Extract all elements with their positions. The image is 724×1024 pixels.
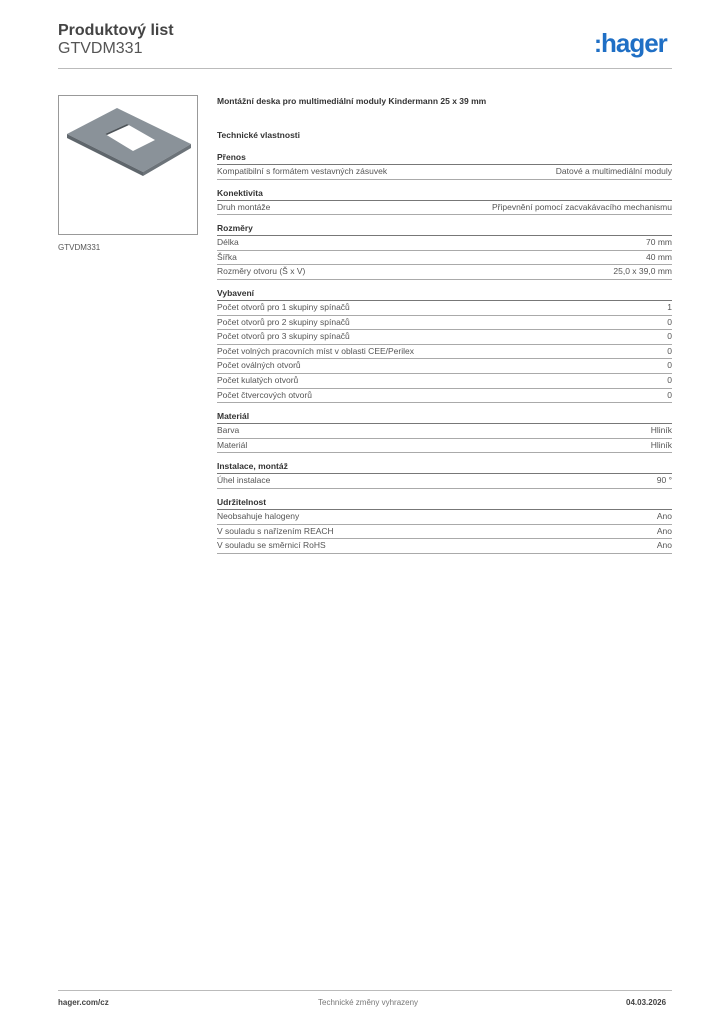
logo-dots: : (594, 31, 601, 58)
spec-label: Materiál (217, 439, 248, 450)
spec-value: 0 (667, 345, 672, 356)
spec-row (217, 236, 672, 251)
product-image (58, 95, 198, 235)
spec-row (217, 510, 672, 525)
spec-row (217, 374, 672, 389)
spec-label: V souladu se směrnicí RoHS (217, 540, 326, 551)
image-caption: GTVDM331 (58, 243, 101, 252)
spec-label: Počet kulatých otvorů (217, 374, 299, 385)
spec-section (217, 411, 672, 453)
spec-label: Barva (217, 425, 240, 436)
mounting-plate-illustration (59, 96, 197, 234)
spec-row (217, 330, 672, 345)
spec-label: Šířka (217, 251, 237, 262)
section-title: Materiál (217, 411, 672, 424)
spec-label: Úhel instalace (217, 475, 271, 486)
hager-logo (594, 28, 667, 59)
spec-row (217, 439, 672, 454)
spec-row (217, 301, 672, 316)
spec-section (217, 188, 672, 216)
spec-row (217, 424, 672, 439)
technical-properties-heading: Technické vlastnosti (217, 130, 300, 140)
spec-row (217, 251, 672, 266)
spec-label: V souladu s nařízením REACH (217, 525, 334, 536)
spec-value: 0 (667, 389, 672, 400)
section-title: Instalace, montáž (217, 461, 672, 474)
spec-row (217, 359, 672, 374)
section-title: Konektivita (217, 188, 672, 201)
section-title: Vybavení (217, 288, 672, 301)
spec-value: Ano (656, 510, 672, 521)
spec-value: 40 mm (646, 251, 672, 262)
spec-value: 0 (667, 316, 672, 327)
footer-website[interactable]: hager.com/cz (58, 998, 109, 1007)
spec-section (217, 288, 672, 403)
section-title: Přenos (217, 152, 672, 165)
spec-value: 1 (667, 301, 672, 312)
spec-sections (217, 152, 672, 554)
spec-label: Počet otvorů pro 3 skupiny spínačů (217, 331, 350, 342)
product-code: GTVDM331 (58, 40, 143, 57)
spec-label: Délka (217, 237, 239, 248)
spec-value: Ano (656, 540, 672, 551)
spec-row (217, 539, 672, 554)
spec-row (217, 474, 672, 489)
section-title: Rozměry (217, 223, 672, 236)
spec-label: Rozměry otvoru (Š x V) (217, 266, 306, 277)
spec-value: 70 mm (646, 237, 672, 248)
spec-value: Připevnění pomocí zacvakávacího mechanismu (491, 201, 672, 212)
footer-disclaimer: Technické změny vyhrazeny (318, 998, 419, 1007)
spec-label: Počet čtvercových otvorů (217, 389, 312, 400)
product-title: Montážní deska pro multimediální moduly Kindermann 25 x 39 mm (217, 96, 487, 106)
footer-divider (58, 990, 672, 991)
spec-value: 25,0 x 39,0 mm (613, 266, 672, 277)
spec-label: Počet otvorů pro 2 skupiny spínačů (217, 316, 350, 327)
spec-row (217, 345, 672, 360)
spec-value: 0 (667, 360, 672, 371)
spec-label: Kompatibilní s formátem vestavných zásuvek (217, 166, 388, 176)
spec-row (217, 525, 672, 540)
spec-value: 0 (667, 374, 672, 385)
spec-row (217, 265, 672, 280)
product-details (217, 96, 672, 554)
spec-label: Počet oválných otvorů (217, 360, 301, 371)
spec-row (217, 165, 672, 180)
spec-value: Datové a multimediální moduly (555, 166, 672, 176)
spec-label: Neobsahuje halogeny (217, 510, 300, 521)
spec-value: Hliník (650, 425, 672, 436)
spec-value: Ano (656, 525, 672, 536)
footer-date: 04.03.2026 (626, 998, 667, 1007)
spec-label: Počet otvorů pro 1 skupiny spínačů (217, 301, 350, 312)
spec-row (217, 316, 672, 331)
header-divider (58, 68, 672, 69)
spec-section (217, 223, 672, 280)
spec-section (217, 152, 672, 180)
spec-row (217, 201, 672, 216)
spec-section (217, 461, 672, 489)
spec-value: 90 ° (656, 475, 672, 486)
document-title: Produktový list (58, 22, 174, 39)
spec-value: 0 (667, 331, 672, 342)
logo-text: hager (601, 28, 667, 58)
spec-label: Počet volných pracovních míst v oblasti CEE/Perilex (217, 345, 414, 356)
spec-section (217, 497, 672, 554)
spec-label: Druh montáže (217, 201, 271, 212)
spec-value: Hliník (650, 439, 672, 450)
spec-row (217, 389, 672, 404)
section-title: Udržitelnost (217, 497, 672, 510)
